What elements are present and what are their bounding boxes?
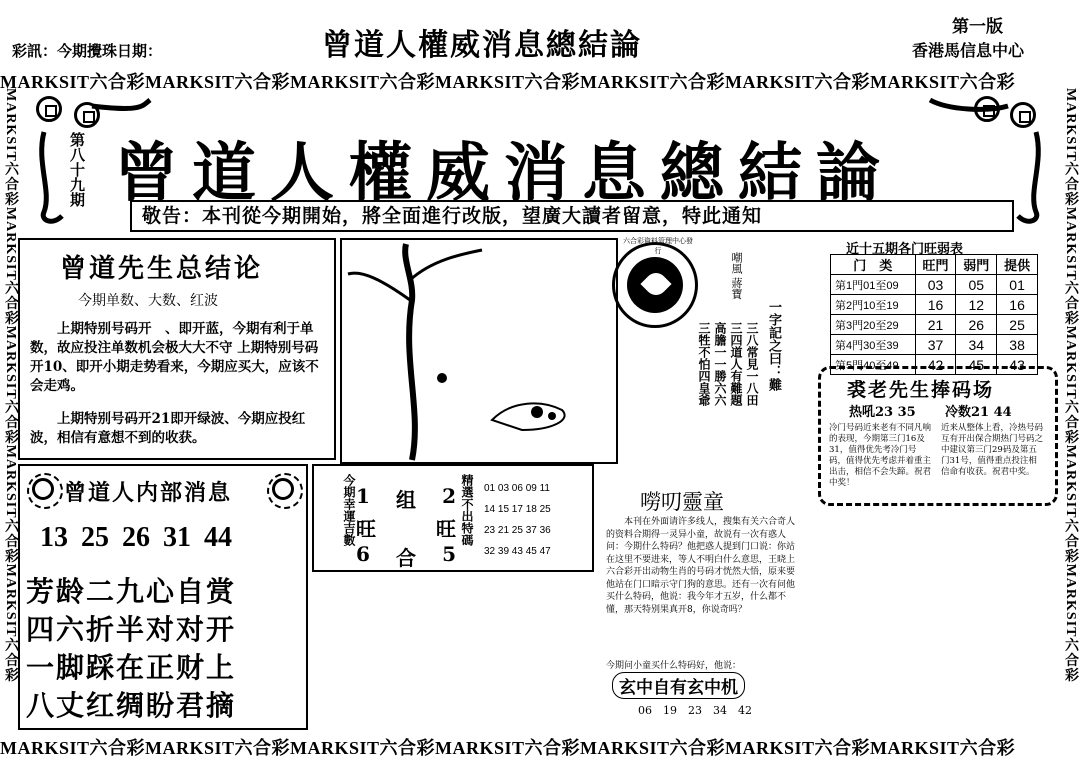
- grid-cell: 旺: [356, 517, 376, 541]
- wang-cell: 42: [915, 355, 956, 375]
- header-left-label: 彩訊：今期攪珠日期：: [12, 42, 163, 60]
- sun-icon: [272, 478, 294, 500]
- illustration-box: [340, 238, 618, 464]
- notice-box: [130, 200, 1014, 232]
- publisher-label: 香港馬信息中心: [912, 41, 1025, 60]
- riddle-top-label: 嘲風 蔣寶: [730, 252, 743, 300]
- notice-text: 敬告：本刊從今期開始，將全面進行改版，望廣大讀者留意，特此通知: [142, 205, 763, 227]
- marksit-band-bottom: MARKSIT六合彩MARKSIT六合彩MARKSIT六合彩MARKSIT六合彩MARKSIT六合彩MARKSIT六合彩MARKSIT六合彩: [0, 738, 1016, 758]
- table-row: [831, 335, 1038, 355]
- ruo-cell: 12: [956, 295, 997, 315]
- ruo-cell: 05: [956, 275, 997, 295]
- qiu-col2: 近来从整体上看，冷热号码互有开出保合期热门号码之中建议第三门29码及第五门31号，值得重点投注相信命有收获。祝君中奖。: [941, 423, 1044, 477]
- poem-line: 四六折半对对开: [26, 613, 237, 646]
- qiu-cold: 冷数21 44: [945, 405, 1012, 420]
- lucky-numbers: [484, 478, 588, 562]
- poem-line: 一脚踩在正财上: [26, 651, 237, 684]
- banner: [22, 92, 1058, 232]
- summary-subtitle: 今期单数、大数、红波: [78, 293, 218, 309]
- qiu-hot: 热吼23 35: [849, 405, 916, 420]
- ruo-cell: 26: [956, 315, 997, 335]
- story-riddle: 玄中自有玄中机: [612, 672, 745, 699]
- tigong-cell: 16: [997, 295, 1038, 315]
- qiu-box: [818, 366, 1058, 506]
- grid-cell: 合: [396, 546, 416, 570]
- row-label: 第5門40至49: [831, 355, 916, 375]
- table-header: 门 类: [831, 255, 916, 275]
- qiu-col1: 冷门号码近来老有不同凡响的表现，今期第三门16及31，值得优先考冷门号码，值得优先考虑并着重主出击，相信不会失蹄。祝君中奖！: [829, 423, 932, 488]
- lucky-number-row: 01 03 06 09 11: [484, 483, 550, 494]
- story-prompt: 今期问小童买什么特码好，他说：: [606, 661, 742, 671]
- lucky-grid: [356, 484, 456, 571]
- row-label: 第4門30至39: [831, 335, 916, 355]
- lucky-number-row: 32 39 43 45 47: [484, 546, 551, 557]
- table-row: [831, 295, 1038, 315]
- header-top-title: 曾道人權威消息總結論: [322, 28, 642, 63]
- table-row: [831, 275, 1038, 295]
- inside-title: 曾道人内部消息: [64, 480, 233, 506]
- tigong-cell: 38: [997, 335, 1038, 355]
- table-row: [831, 315, 1038, 335]
- lucky-left-label: 今期幸運吉數: [342, 474, 356, 546]
- banner-title: 曾道人權威消息總結論: [114, 136, 894, 211]
- row-label: 第2門10至19: [831, 295, 916, 315]
- riddle-line: 高膽一一勝六六: [713, 322, 727, 406]
- ruo-cell: 34: [956, 335, 997, 355]
- table-header: 提供: [997, 255, 1038, 275]
- tigong-cell: 01: [997, 275, 1038, 295]
- grid-cell: 5: [442, 542, 456, 566]
- story-title: 嘮叨靈童: [640, 490, 724, 514]
- riddle-area: [612, 238, 802, 478]
- riddle-line: 三八常見一八田: [745, 322, 759, 406]
- grid-cell: 1: [356, 484, 370, 508]
- issue-number: 第八十九期: [68, 132, 86, 207]
- poem-line: 八丈红绸盼君摘: [26, 689, 237, 722]
- wang-cell: 16: [915, 295, 956, 315]
- lucky-number-row: 23 21 25 37 36: [484, 525, 551, 536]
- story-text: 本刊在外面请许多线人，搜集有关六合奇人的资料合期得一灵异小童，故说有一次有惑人问：今期什么特码？他把惑人提到门口说：你站在这里不要进来，等人不明白什么意思，王晓上六合彩开出动物生肖的号码才恍然大悟，原来要他站在门口暗示守门狗的意思。还有一次有问他买什么特码，他说：我今年才五岁，什么都不懂，那天特别果真开8，你说奇吗？: [606, 517, 796, 615]
- wang-cell: 37: [915, 335, 956, 355]
- grid-cell: 6: [356, 542, 370, 566]
- qiu-title: 裘老先生捧码场: [847, 379, 995, 401]
- marksit-side-left: MARKSIT六合彩MARKSIT六合彩MARKSIT六合彩MARKSIT六合彩MARKSIT六合彩: [3, 88, 18, 683]
- tigong-cell: 25: [997, 315, 1038, 335]
- marksit-band-top: MARKSIT六合彩MARKSIT六合彩MARKSIT六合彩MARKSIT六合彩MARKSIT六合彩MARKSIT六合彩MARKSIT六合彩: [0, 72, 1016, 92]
- tree-illustration-icon: [342, 240, 616, 462]
- wang-cell: 03: [915, 275, 956, 295]
- lucky-box: [312, 464, 594, 572]
- summary-box: [18, 238, 336, 460]
- edition-label: 第一版: [952, 17, 1003, 37]
- ruo-cell: 45: [956, 355, 997, 375]
- marksit-side-right: MARKSIT六合彩MARKSIT六合彩MARKSIT六合彩MARKSIT六合彩MARKSIT六合彩: [1063, 88, 1078, 683]
- grid-cell: 组: [396, 488, 416, 512]
- lucky-right-label: 精選不出特碼: [460, 474, 474, 546]
- summary-para2: 上期特别号码开21即开绿波、今期应投红波，相信有意想不到的收获。: [30, 411, 306, 446]
- wang-cell: 21: [915, 315, 956, 335]
- row-label: 第1門01至09: [831, 275, 916, 295]
- lucky-number-row: 14 15 17 18 25: [484, 504, 551, 515]
- table-header: 旺門: [915, 255, 956, 275]
- stats-table-title: 近十五期各门旺弱表: [846, 242, 964, 257]
- grid-cell: 旺: [436, 517, 456, 541]
- inside-numbers: 13 25 26 31 44: [40, 522, 232, 553]
- grid-cell: 2: [442, 484, 456, 508]
- table-header: 弱門: [956, 255, 997, 275]
- story-area: [604, 480, 804, 730]
- story-numbers: 06 19 23 34 42: [638, 704, 752, 717]
- summary-title: 曾道先生总结论: [60, 254, 264, 284]
- logo-caption: 六合彩資料管理中心發行: [623, 237, 693, 255]
- tigong-cell: 43: [997, 355, 1038, 375]
- riddle-line: 一字記之曰：難: [766, 300, 781, 391]
- sun-icon: [32, 478, 54, 500]
- riddle-line: 三牲不怕四皇爺: [697, 322, 711, 406]
- row-label: 第3門20至29: [831, 315, 916, 335]
- inside-box: [18, 464, 308, 730]
- stats-table: [830, 254, 1038, 375]
- poem-line: 芳龄二九心自赏: [26, 575, 237, 608]
- riddle-line: 三四道人有難題: [729, 322, 743, 406]
- summary-para1: 上期特别号码开 、即开蓝，今期有利于单数，故应投注单数机会极大大不守 上期特别号码开10、即开小期走势看来，今期应买大，应该不会走鸡。: [30, 321, 319, 394]
